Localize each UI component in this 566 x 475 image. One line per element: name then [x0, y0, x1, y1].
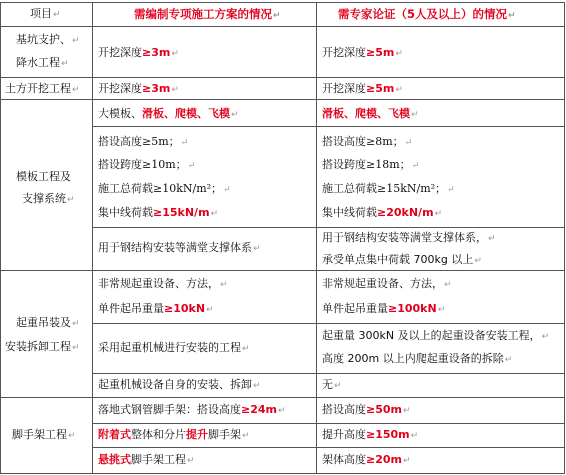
row-label-earthwork: 土方开挖工程↵	[5, 82, 80, 95]
row-divider	[0, 77, 565, 78]
formwork-plan-span: 搭设跨度≥10m；↵	[98, 158, 196, 171]
scaffold-plan-attached: 附着式整体和分片提升脚手架↵	[98, 428, 250, 441]
row-divider	[0, 99, 565, 100]
formwork-plan-line-load: 集中线荷载≥15kN/m↵	[98, 206, 219, 219]
row-divider	[0, 270, 565, 271]
lifting-plan-machinery: 采用起重机械进行安装的工程↵	[98, 341, 250, 354]
row-divider	[92, 323, 565, 324]
table-border-top	[0, 2, 565, 3]
column-divider	[92, 2, 93, 474]
earthwork-plan-cell: 开挖深度≥3m↵	[98, 82, 179, 95]
row-label-formwork: 支撑系统↵	[22, 192, 75, 205]
formwork-plan-load: 施工总荷载≥10kN/m²；↵	[98, 182, 231, 195]
formwork-expert-load: 施工总荷载≥15kN/m²；↵	[322, 182, 455, 195]
lifting-expert-200m: 高度 200m 以上内爬起重设备的拆除↵	[322, 352, 513, 365]
header-expert-review: 需专家论证（5人及以上）的情况↵	[338, 7, 516, 21]
formwork-expert-point-load: 承受单点集中荷载 700kg 以上↵	[322, 253, 482, 266]
row-label-lifting: 起重吊装及↵	[16, 316, 80, 329]
lifting-expert-none: 无↵	[322, 378, 342, 391]
row-divider	[92, 126, 565, 127]
formwork-expert-steel: 用于钢结构安装等满堂支撑体系，↵	[322, 231, 496, 244]
earthwork-expert-cell: 开挖深度≥5m↵	[322, 82, 403, 95]
scaffold-expert-lift: 提升高度≥150m↵	[322, 428, 419, 441]
scaffold-expert-height: 架体高度≥20m↵	[322, 453, 411, 466]
formwork-plan-height: 搭设高度≥5m；↵	[98, 135, 189, 148]
lifting-plan-nonstandard: 非常规起重设备、方法，↵	[98, 277, 228, 290]
lifting-expert-300kn: 起重量 300kN 及以上的起重设备安装工程，↵	[322, 329, 550, 342]
row-divider	[92, 423, 565, 424]
table-border-right	[564, 2, 565, 474]
lifting-expert-nonstandard: 非常规起重设备、方法，↵	[322, 277, 452, 290]
row-divider	[0, 26, 565, 27]
scaffold-plan-cantilever: 悬挑式脚手架工程↵	[98, 453, 195, 466]
row-divider	[92, 447, 565, 448]
header-item: 项目↵	[30, 7, 61, 20]
foundation-plan-cell: 开挖深度≥3m↵	[98, 46, 179, 59]
lifting-plan-self-install: 起重机械设备自身的安装、拆卸↵	[98, 378, 261, 391]
row-label-lifting: 安装拆卸工程↵	[5, 340, 80, 353]
foundation-expert-cell: 开挖深度≥5m↵	[322, 46, 403, 59]
column-divider	[316, 2, 317, 474]
row-divider	[92, 227, 565, 228]
row-label-formwork: 模板工程及	[16, 170, 71, 183]
row-label-scaffold: 脚手架工程↵	[12, 428, 76, 441]
row-label-foundation: 降水工程↵	[16, 56, 69, 69]
table-border-left	[0, 2, 1, 474]
formwork-expert-line-load: 集中线荷载≥20kN/m↵	[322, 206, 443, 219]
lifting-expert-weight: 单件起吊重量≥100kN↵	[322, 302, 446, 315]
formwork-expert-span: 搭设跨度≥18m；↵	[322, 158, 420, 171]
header-plan-required: 需编制专项施工方案的情况↵	[134, 7, 281, 21]
scaffold-expert-floor: 搭设高度≥50m↵	[322, 403, 411, 416]
row-divider	[92, 373, 565, 374]
row-label-foundation: 基坑支护、↵	[16, 33, 80, 46]
formwork-expert-height: 搭设高度≥8m；↵	[322, 135, 413, 148]
table-border-bottom	[0, 473, 565, 474]
formwork-expert-types: 滑板、爬模、飞模↵	[322, 107, 419, 120]
formwork-plan-steel: 用于钢结构安装等满堂支撑体系↵	[98, 241, 261, 254]
formwork-plan-types: 大模板、滑板、爬模、飞模↵	[98, 107, 239, 120]
lifting-plan-weight: 单件起吊重量≥10kN↵	[98, 302, 214, 315]
row-divider	[0, 397, 565, 398]
scaffold-plan-floor: 落地式钢管脚手架：搭设高度≥24m↵	[98, 403, 286, 416]
